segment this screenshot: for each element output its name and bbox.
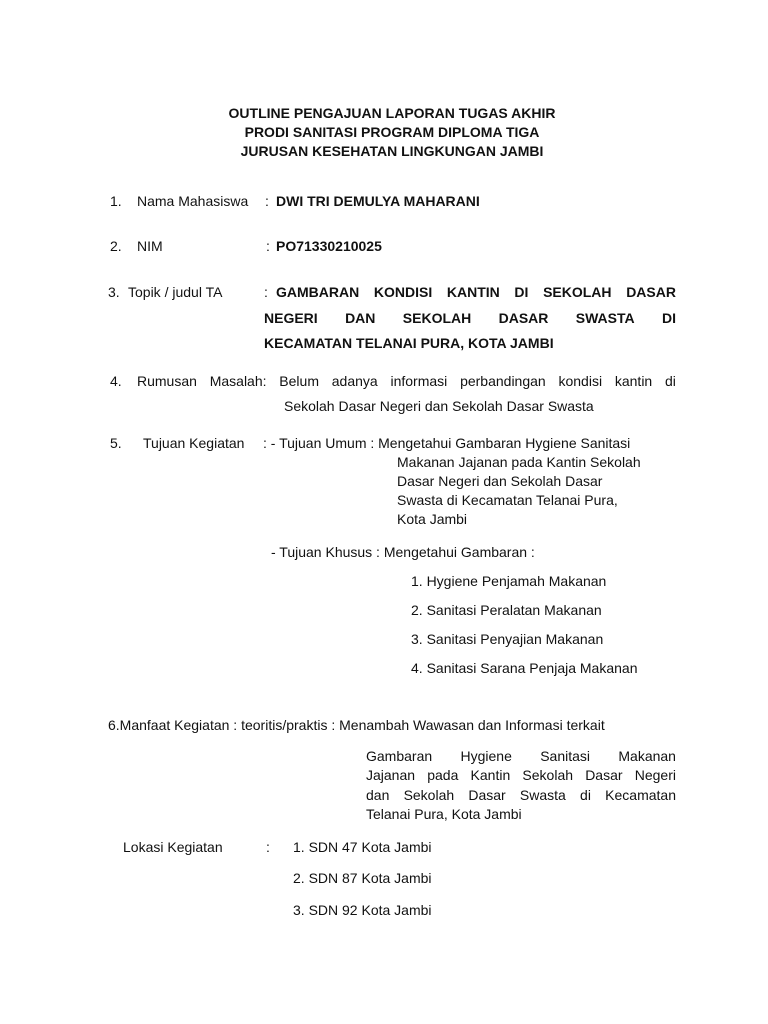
- topic-word: DI: [662, 310, 676, 326]
- item1-number: 1.: [110, 193, 122, 209]
- topic-word: DASAR: [626, 284, 676, 300]
- item2-number: 2.: [110, 238, 122, 254]
- location-item: 2. SDN 87 Kota Jambi: [293, 870, 432, 886]
- item5-number: 5.: [110, 435, 122, 451]
- item1-colon: :: [265, 193, 269, 209]
- problem-word: informasi: [390, 373, 448, 389]
- topic-word: KANTIN: [446, 284, 500, 300]
- benefit-word: Dasar: [468, 787, 506, 803]
- general-objective-cont: Dasar Negeri dan Sekolah Dasar: [397, 473, 603, 489]
- item4-number: 4.: [110, 373, 122, 389]
- benefit-word: Kantin: [470, 767, 511, 783]
- item3-number: 3.: [108, 284, 120, 300]
- title-line-3: JURUSAN KESEHATAN LINGKUNGAN JAMBI: [240, 143, 544, 159]
- benefit-word: pada: [427, 767, 459, 783]
- benefit-word: Makanan: [618, 748, 676, 764]
- item2-label: NIM: [137, 238, 163, 254]
- problem-word: kantin: [614, 373, 653, 389]
- benefit-cont-3: [366, 786, 676, 804]
- topic-word: DASAR: [498, 310, 549, 326]
- problem-line-2: Sekolah Dasar Negeri dan Sekolah Dasar Swasta: [284, 398, 594, 414]
- specific-objective-item: 4. Sanitasi Sarana Penjaja Makanan: [411, 660, 638, 676]
- location-item: 3. SDN 92 Kota Jambi: [293, 902, 432, 918]
- item2-colon: :: [266, 238, 270, 254]
- general-objective-line: : - Tujuan Umum : Mengetahui Gambaran Hygiene Sanitasi: [263, 435, 631, 451]
- problem-word: Masalah:: [209, 373, 267, 389]
- topic-word: GAMBARAN: [276, 284, 360, 300]
- benefit-word: Sanitasi: [540, 748, 591, 764]
- benefit-word: Negeri: [634, 767, 676, 783]
- benefit-cont-2: [366, 766, 676, 784]
- benefit-word: Dasar: [585, 767, 623, 783]
- topic-word: DAN: [345, 310, 376, 326]
- benefit-word: Hygiene: [460, 748, 512, 764]
- location-label: Lokasi Kegiatan: [123, 839, 223, 855]
- benefit-word: di: [580, 787, 591, 803]
- item5-label: Tujuan Kegiatan: [143, 435, 245, 451]
- problem-word: kondisi: [558, 373, 603, 389]
- student-name: DWI TRI DEMULYA MAHARANI: [276, 193, 480, 209]
- general-objective-cont: Swasta di Kecamatan Telanai Pura,: [397, 492, 618, 508]
- title-line-2: PRODI SANITASI PROGRAM DIPLOMA TIGA: [244, 124, 540, 140]
- specific-objective-item: 3. Sanitasi Penyajian Makanan: [411, 631, 604, 647]
- benefit-cont-1: [366, 747, 676, 765]
- general-objective-cont: Makanan Jajanan pada Kantin Sekolah: [397, 454, 641, 470]
- problem-word: Rumusan: [137, 373, 197, 389]
- topic-line-2: [264, 309, 676, 327]
- location-colon: :: [266, 839, 270, 855]
- item3-label: Topik / judul TA: [128, 284, 223, 300]
- item3-colon: :: [264, 284, 268, 300]
- benefit-word: Kecamatan: [605, 787, 676, 803]
- specific-objective-item: 1. Hygiene Penjamah Makanan: [411, 573, 607, 589]
- problem-word: Belum: [279, 373, 319, 389]
- topic-line-3: KECAMATAN TELANAI PURA, KOTA JAMBI: [264, 335, 554, 351]
- student-nim: PO71330210025: [276, 238, 382, 254]
- benefit-word: Gambaran: [366, 748, 433, 764]
- item1-label: Nama Mahasiswa: [137, 193, 249, 209]
- topic-word: SEKOLAH: [543, 284, 612, 300]
- benefit-word: Sekolah: [403, 787, 455, 803]
- general-objective-cont: Kota Jambi: [397, 511, 468, 527]
- specific-objective-line: - Tujuan Khusus : Mengetahui Gambaran :: [271, 544, 535, 560]
- location-item: 1. SDN 47 Kota Jambi: [293, 839, 432, 855]
- topic-word: DI: [514, 284, 529, 300]
- benefit-word: Swasta: [519, 787, 566, 803]
- benefit-cont-4: Telanai Pura, Kota Jambi: [366, 806, 522, 822]
- topic-line-1: [276, 283, 676, 301]
- problem-word: adanya: [331, 373, 378, 389]
- benefit-line: 6.Manfaat Kegiatan : teoritis/praktis : Menambah Wawasan dan Informasi terkait: [108, 717, 605, 733]
- title-line-1: OUTLINE PENGAJUAN LAPORAN TUGAS AKHIR: [228, 105, 556, 121]
- specific-objective-item: 2. Sanitasi Peralatan Makanan: [411, 602, 602, 618]
- topic-word: NEGERI: [264, 310, 318, 326]
- topic-word: KONDISI: [373, 284, 433, 300]
- problem-line-1: [137, 372, 676, 390]
- benefit-word: Jajanan: [366, 767, 416, 783]
- problem-word: perbandingan: [460, 373, 546, 389]
- benefit-word: dan: [366, 787, 390, 803]
- topic-word: SWASTA: [575, 310, 635, 326]
- topic-word: SEKOLAH: [402, 310, 472, 326]
- problem-word: di: [665, 373, 676, 389]
- benefit-word: Sekolah: [522, 767, 574, 783]
